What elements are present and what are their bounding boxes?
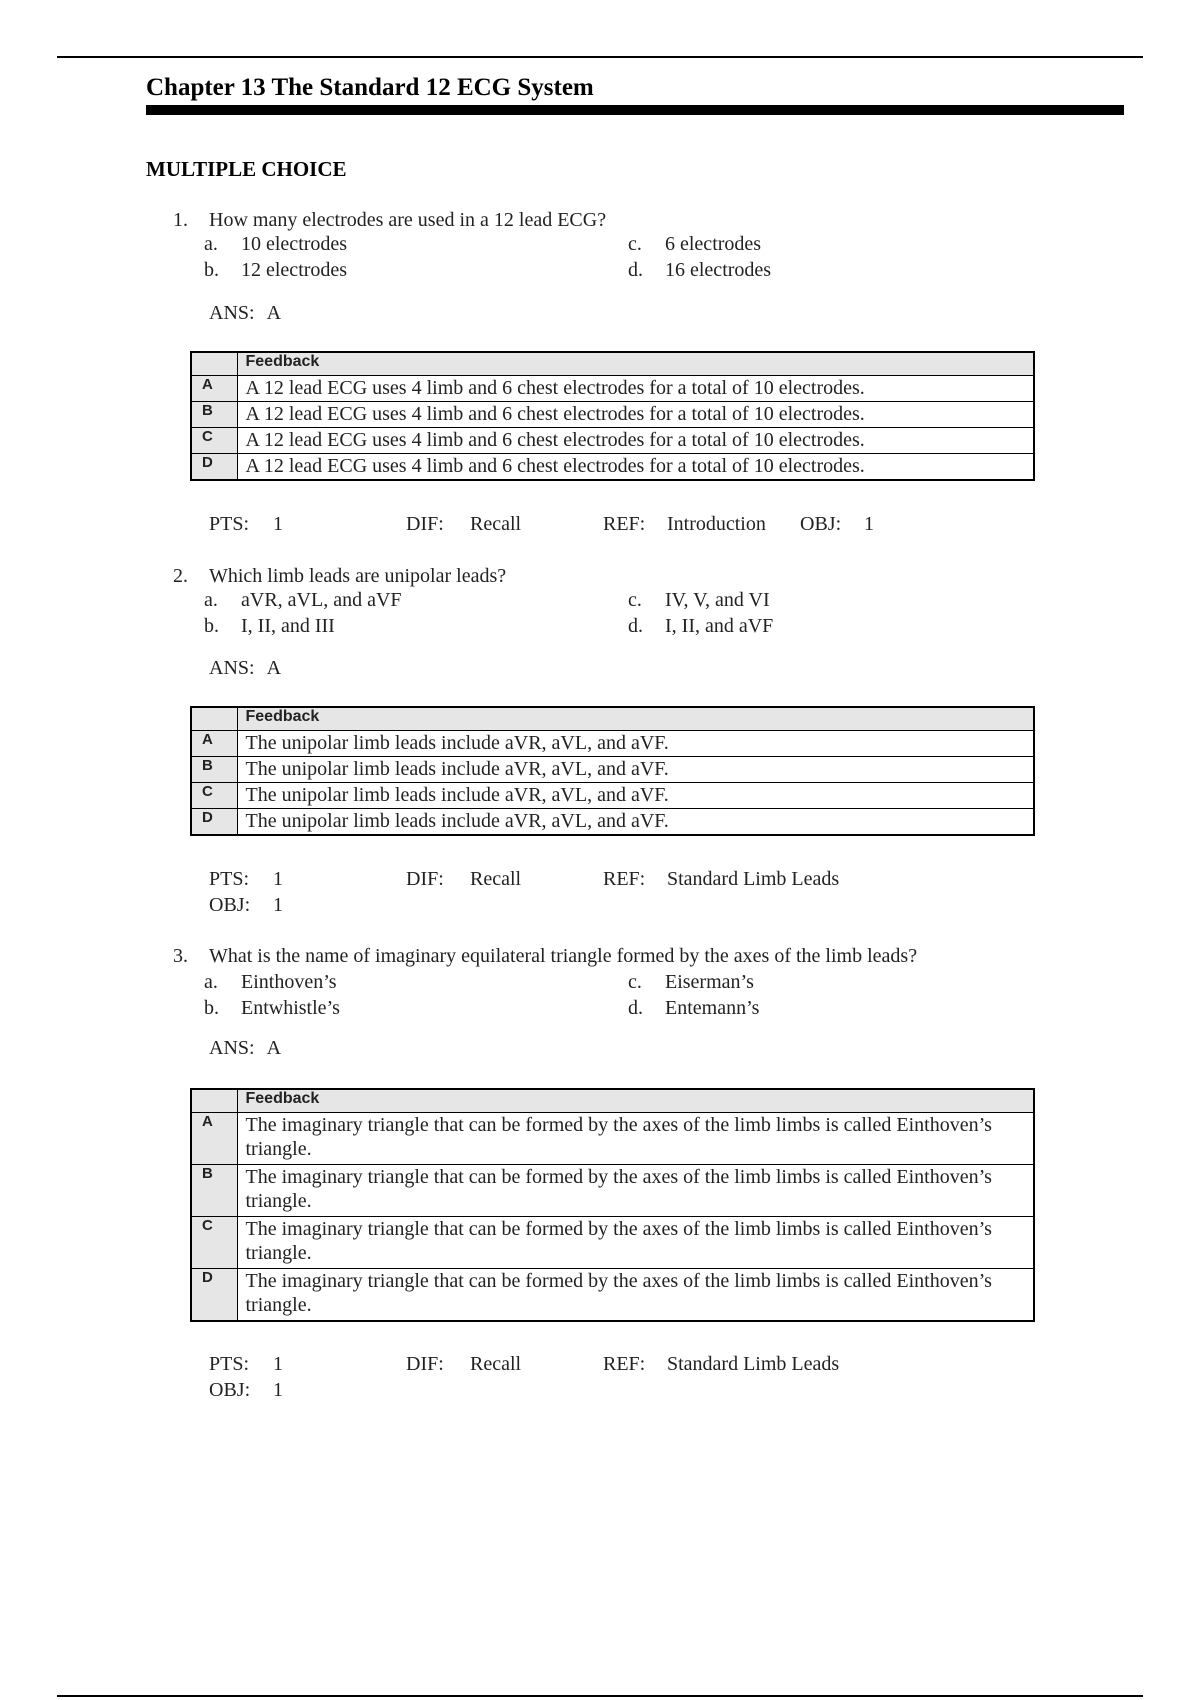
- pts-value: 1: [273, 868, 283, 890]
- answer-label: ANS:: [209, 1037, 255, 1059]
- option-text: Eiserman’s: [665, 971, 754, 993]
- pts-value: 1: [273, 513, 283, 535]
- option-letter: c.: [628, 233, 642, 255]
- obj-value: 1: [273, 894, 283, 916]
- ref-value: Standard Limb Leads: [667, 1353, 840, 1375]
- feedback-table: [190, 351, 1035, 481]
- ref-label: REF:: [603, 513, 646, 535]
- obj-label: OBJ:: [209, 894, 251, 916]
- option-letter: d.: [628, 997, 643, 1019]
- option-letter: c.: [628, 589, 642, 611]
- chapter-title: Chapter 13 The Standard 12 ECG System: [146, 74, 594, 101]
- feedback-letter: D: [191, 454, 237, 480]
- feedback-text: The unipolar limb leads include aVR, aVL, and aVF.: [237, 809, 1034, 835]
- feedback-text: The imaginary triangle that can be formed by the axes of the limb limbs is called Einthoven’s triangle.: [237, 1269, 1034, 1321]
- dif-label: DIF:: [406, 868, 444, 890]
- option-text: Entwhistle’s: [241, 997, 340, 1019]
- feedback-table: [190, 706, 1035, 836]
- feedback-text: The unipolar limb leads include aVR, aVL, and aVF.: [237, 757, 1034, 783]
- option-letter: a.: [204, 589, 218, 611]
- answer-label: ANS:: [209, 302, 255, 324]
- feedback-text: A 12 lead ECG uses 4 limb and 6 chest electrodes for a total of 10 electrodes.: [237, 428, 1034, 454]
- option-text: aVR, aVL, and aVF: [241, 589, 402, 611]
- option-letter: c.: [628, 971, 642, 993]
- option-letter: b.: [204, 615, 219, 637]
- question-text: How many electrodes are used in a 12 lead ECG?: [209, 209, 607, 231]
- feedback-text: A 12 lead ECG uses 4 limb and 6 chest electrodes for a total of 10 electrodes.: [237, 376, 1034, 402]
- option-letter: b.: [204, 997, 219, 1019]
- answer-value: A: [266, 1037, 282, 1059]
- option-text: 10 electrodes: [241, 233, 348, 255]
- section-heading: MULTIPLE CHOICE: [146, 157, 347, 181]
- feedback-text: The unipolar limb leads include aVR, aVL, and aVF.: [237, 783, 1034, 809]
- option-text: 16 electrodes: [665, 259, 772, 281]
- option-letter: d.: [628, 259, 643, 281]
- question-number: 3.: [173, 945, 188, 967]
- dif-value: Recall: [470, 868, 522, 890]
- feedback-letter: B: [191, 1165, 237, 1217]
- feedback-letter: C: [191, 428, 237, 454]
- answer-line: [209, 1037, 281, 1060]
- feedback-table: [190, 1088, 1035, 1322]
- feedback-text: A 12 lead ECG uses 4 limb and 6 chest electrodes for a total of 10 electrodes.: [237, 454, 1034, 480]
- title-underline-bar: [146, 105, 1124, 115]
- option-text: 6 electrodes: [665, 233, 762, 255]
- option-text: IV, V, and VI: [665, 589, 770, 611]
- pts-label: PTS:: [209, 513, 250, 535]
- feedback-header: Feedback: [237, 707, 1034, 731]
- answer-value: A: [266, 302, 282, 324]
- question-number: 1.: [173, 209, 188, 231]
- feedback-letter: A: [191, 731, 237, 757]
- dif-value: Recall: [470, 513, 522, 535]
- option-letter: d.: [628, 615, 643, 637]
- feedback-corner: [191, 352, 237, 376]
- question-number: 2.: [173, 565, 188, 587]
- dif-label: DIF:: [406, 1353, 444, 1375]
- top-rule: [57, 56, 1143, 58]
- question-text: What is the name of imaginary equilateral triangle formed by the axes of the limb leads?: [209, 945, 918, 967]
- feedback-letter: D: [191, 809, 237, 835]
- dif-value: Recall: [470, 1353, 522, 1375]
- answer-line: [209, 302, 281, 325]
- feedback-letter: C: [191, 1217, 237, 1269]
- obj-label: OBJ:: [800, 513, 842, 535]
- feedback-text: A 12 lead ECG uses 4 limb and 6 chest electrodes for a total of 10 electrodes.: [237, 402, 1034, 428]
- feedback-text: The imaginary triangle that can be formed by the axes of the limb limbs is called Einthoven’s triangle.: [237, 1165, 1034, 1217]
- ref-value: Standard Limb Leads: [667, 868, 840, 890]
- answer-value: A: [266, 657, 282, 679]
- feedback-letter: B: [191, 757, 237, 783]
- feedback-corner: [191, 1089, 237, 1113]
- option-text: I, II, and aVF: [665, 615, 774, 637]
- option-text: Einthoven’s: [241, 971, 337, 993]
- option-letter: a.: [204, 971, 218, 993]
- answer-line: [209, 657, 281, 680]
- ref-value: Introduction: [667, 513, 766, 535]
- option-letter: b.: [204, 259, 219, 281]
- feedback-letter: D: [191, 1269, 237, 1321]
- obj-value: 1: [273, 1379, 283, 1401]
- feedback-letter: A: [191, 1113, 237, 1165]
- feedback-letter: A: [191, 376, 237, 402]
- feedback-letter: C: [191, 783, 237, 809]
- pts-label: PTS:: [209, 868, 250, 890]
- bottom-rule: [57, 1695, 1143, 1697]
- option-text: 12 electrodes: [241, 259, 348, 281]
- feedback-letter: B: [191, 402, 237, 428]
- answer-label: ANS:: [209, 657, 255, 679]
- pts-value: 1: [273, 1353, 283, 1375]
- pts-label: PTS:: [209, 1353, 250, 1375]
- feedback-text: The imaginary triangle that can be formed by the axes of the limb limbs is called Einthoven’s triangle.: [237, 1113, 1034, 1165]
- option-text: Entemann’s: [665, 997, 760, 1019]
- ref-label: REF:: [603, 1353, 646, 1375]
- feedback-text: The unipolar limb leads include aVR, aVL, and aVF.: [237, 731, 1034, 757]
- obj-value: 1: [864, 513, 874, 535]
- question-text: Which limb leads are unipolar leads?: [209, 565, 507, 587]
- option-text: I, II, and III: [241, 615, 335, 637]
- feedback-text: The imaginary triangle that can be formed by the axes of the limb limbs is called Einthoven’s triangle.: [237, 1217, 1034, 1269]
- ref-label: REF:: [603, 868, 646, 890]
- feedback-header: Feedback: [237, 352, 1034, 376]
- dif-label: DIF:: [406, 513, 444, 535]
- feedback-corner: [191, 707, 237, 731]
- obj-label: OBJ:: [209, 1379, 251, 1401]
- option-letter: a.: [204, 233, 218, 255]
- feedback-header: Feedback: [237, 1089, 1034, 1113]
